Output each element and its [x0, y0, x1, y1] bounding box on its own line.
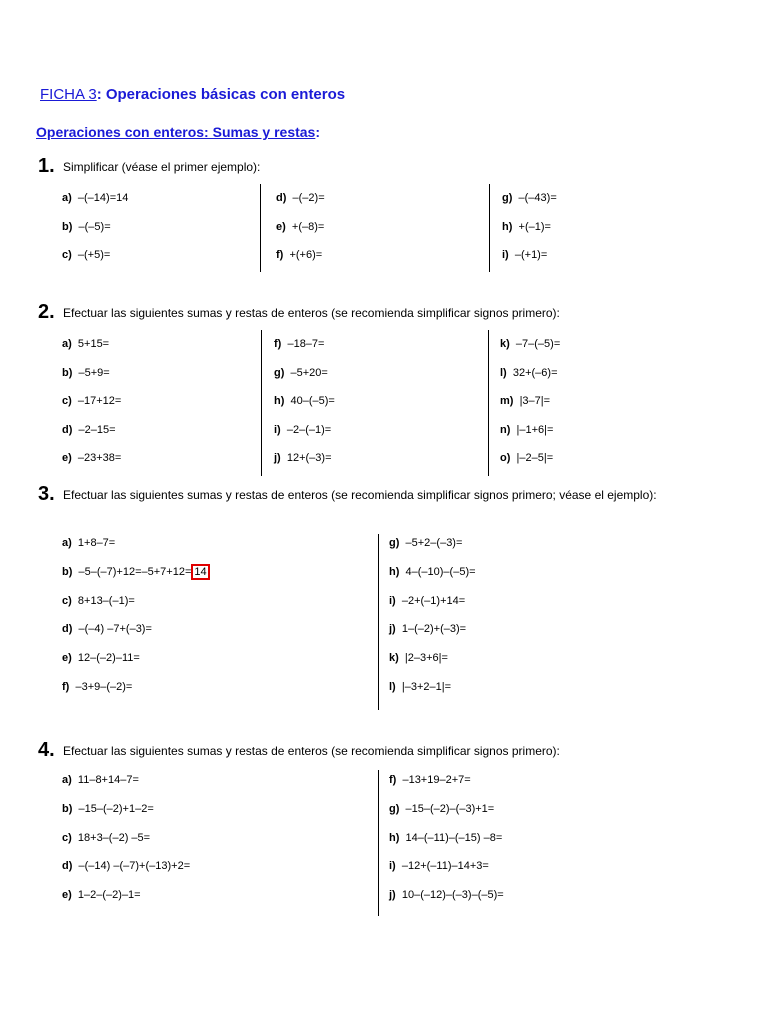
item-label: a)	[62, 192, 72, 204]
item-expression: –5+9=	[78, 366, 110, 379]
exercise-item	[502, 191, 557, 205]
item-label: i)	[389, 594, 396, 607]
item-label: m)	[500, 395, 514, 407]
exercise-number: 3.	[38, 483, 55, 505]
page-subtitle[interactable]	[36, 124, 320, 140]
item-expression: –2–15=	[78, 423, 116, 436]
item-expression: 4–(–10)–(–5)=	[405, 565, 476, 578]
item-expression: |–1+6|=	[516, 423, 554, 436]
exercise-item	[62, 423, 116, 437]
item-expression: –12+(–11)–14+3=	[401, 860, 489, 873]
item-expression: –7–(–5)=	[515, 338, 561, 350]
item-label: e)	[62, 889, 72, 902]
item-expression: –5+2–(–3)=	[405, 537, 463, 549]
item-expression: –23+38=	[77, 452, 122, 464]
exercise-item	[62, 565, 210, 579]
column-divider	[488, 330, 489, 476]
item-label: h)	[274, 395, 285, 407]
exercise-item	[62, 536, 115, 550]
exercise-item	[502, 220, 551, 234]
exercise-item	[62, 622, 152, 636]
column-divider	[378, 770, 379, 916]
exercise-item	[389, 622, 466, 636]
exercise-item	[62, 859, 190, 873]
column-divider	[260, 184, 261, 272]
exercise-item	[274, 337, 324, 351]
item-label: d)	[62, 623, 73, 636]
exercise-item	[502, 248, 547, 262]
page-title	[40, 86, 345, 103]
item-label: j)	[389, 889, 396, 902]
item-label: f)	[62, 681, 70, 693]
highlighted-answer: 14	[191, 564, 209, 580]
item-label: l)	[389, 681, 396, 693]
item-label: i)	[274, 423, 281, 436]
item-expression: –17+12=	[77, 395, 122, 407]
item-label: d)	[62, 423, 73, 436]
item-expression: 32+(–6)=	[512, 366, 558, 379]
exercise-item	[62, 337, 109, 351]
exercise-item	[500, 366, 558, 380]
exercise-item	[274, 423, 331, 437]
item-expression: –5+20=	[290, 366, 328, 379]
exercise-item	[500, 423, 553, 437]
item-label: o)	[500, 452, 511, 464]
exercise-item	[389, 651, 448, 665]
exercise-item	[62, 366, 110, 380]
exercise-item	[276, 248, 322, 262]
item-expression: –(–4) –7+(–3)=	[78, 623, 152, 636]
item-label: c)	[62, 594, 72, 607]
item-expression: |–2–5|=	[516, 452, 554, 464]
item-expression: –2+(–1)+14=	[401, 594, 466, 607]
exercise-item	[389, 831, 502, 845]
exercise-item	[62, 651, 140, 665]
exercise-item	[62, 680, 132, 694]
item-label: g)	[274, 366, 285, 379]
item-expression: –(+1)=	[514, 249, 548, 261]
item-expression: +(–1)=	[518, 220, 551, 233]
item-expression: 5+15=	[77, 338, 110, 350]
item-expression: –2–(–1)=	[286, 423, 332, 436]
item-expression: –5–(–7)+12=–5+7+12=	[78, 565, 192, 578]
item-label: i)	[389, 860, 396, 873]
exercise-item	[62, 451, 121, 465]
item-expression: 12–(–2)–11=	[77, 652, 140, 665]
exercise-item	[389, 680, 451, 694]
exercise-item	[62, 773, 139, 787]
exercise-item	[274, 394, 335, 408]
item-expression: –3+9–(–2)=	[75, 681, 133, 693]
exercise-item	[389, 888, 504, 902]
item-expression: –(–14)=14	[77, 192, 129, 204]
item-label: j)	[274, 452, 281, 464]
exercise-item	[389, 802, 494, 816]
exercise-item	[62, 831, 150, 845]
item-expression: –(–5)=	[78, 220, 111, 233]
exercise-instruction: Simplificar (véase el primer ejemplo):	[63, 160, 261, 174]
item-label: e)	[62, 452, 72, 464]
exercise-item	[274, 366, 328, 380]
item-expression: +(–8)=	[291, 220, 325, 233]
item-label: f)	[276, 249, 284, 261]
item-expression: 18+3–(–2) –5=	[77, 831, 151, 844]
item-expression: 1–(–2)+(–3)=	[401, 623, 467, 636]
exercise-item	[276, 220, 324, 234]
item-expression: 11–8+14–7=	[77, 774, 139, 786]
item-expression: 40–(–5)=	[290, 395, 335, 407]
exercise-item	[389, 773, 471, 787]
exercise-item	[500, 394, 550, 408]
item-label: b)	[62, 220, 73, 233]
exercise-item	[389, 594, 465, 608]
item-expression: –(+5)=	[77, 249, 111, 261]
column-divider	[261, 330, 262, 476]
item-label: c)	[62, 395, 72, 407]
item-label: j)	[389, 623, 396, 636]
item-label: g)	[389, 537, 400, 549]
title-text: : Operaciones básicas con enteros	[96, 86, 346, 103]
subtitle-colon: :	[315, 124, 321, 140]
item-label: a)	[62, 338, 72, 350]
exercise-item	[62, 220, 111, 234]
item-label: d)	[62, 860, 73, 873]
item-label: a)	[62, 537, 72, 549]
item-label: b)	[62, 565, 73, 578]
item-expression: 1+8–7=	[77, 537, 116, 549]
item-expression: |3–7|=	[519, 395, 551, 407]
exercise-instruction: Efectuar las siguientes sumas y restas de enteros (se recomienda simplificar signos primero):	[63, 306, 560, 320]
item-expression: –15–(–2)+1–2=	[78, 802, 154, 815]
item-label: b)	[62, 802, 73, 815]
item-expression: |2–3+6|=	[404, 652, 448, 665]
item-label: i)	[502, 249, 509, 261]
exercise-item	[62, 191, 128, 205]
item-expression: 1–2–(–2)–1=	[77, 889, 141, 902]
exercise-number: 1.	[38, 155, 55, 177]
exercise-number: 4.	[38, 739, 55, 761]
item-label: f)	[389, 774, 397, 786]
item-label: e)	[62, 652, 72, 665]
item-label: l)	[500, 366, 507, 379]
exercise-item	[62, 248, 110, 262]
item-label: h)	[389, 831, 400, 844]
exercise-item	[500, 337, 560, 351]
exercise-item	[62, 802, 154, 816]
item-label: d)	[276, 192, 287, 204]
title-link[interactable]: FICHA 3	[40, 86, 97, 103]
item-expression: –(–2)=	[292, 192, 325, 204]
item-expression: 12+(–3)=	[286, 452, 332, 464]
item-expression: –13+19–2+7=	[402, 774, 471, 786]
item-expression: –(–14) –(–7)+(–13)+2=	[78, 860, 191, 873]
exercise-item	[276, 191, 325, 205]
item-label: e)	[276, 220, 286, 233]
item-label: c)	[62, 831, 72, 844]
exercise-item	[389, 859, 489, 873]
item-label: f)	[274, 338, 282, 350]
item-label: k)	[500, 338, 510, 350]
exercise-item	[62, 394, 121, 408]
exercise-item	[62, 594, 135, 608]
exercise-item	[389, 565, 476, 579]
item-label: h)	[389, 565, 400, 578]
exercise-item	[389, 536, 462, 550]
item-expression: 10–(–12)–(–3)–(–5)=	[401, 889, 504, 902]
item-expression: |–3+2–1|=	[401, 681, 452, 693]
column-divider	[378, 534, 379, 710]
item-label: a)	[62, 774, 72, 786]
exercise-item	[274, 451, 332, 465]
item-label: g)	[502, 192, 513, 204]
item-expression: +(+6)=	[289, 249, 323, 261]
exercise-item	[62, 888, 141, 902]
exercise-number: 2.	[38, 301, 55, 323]
item-label: g)	[389, 802, 400, 815]
exercise-instruction: Efectuar las siguientes sumas y restas de enteros (se recomienda simplificar signos primero; véase el ejemplo):	[63, 488, 657, 502]
item-label: n)	[500, 423, 511, 436]
item-label: c)	[62, 249, 72, 261]
subtitle-text: Operaciones con enteros: Sumas y restas	[36, 124, 316, 140]
item-label: b)	[62, 366, 73, 379]
item-label: h)	[502, 220, 513, 233]
item-expression: 8+13–(–1)=	[77, 594, 135, 607]
column-divider	[489, 184, 490, 272]
item-expression: 14–(–11)–(–15) –8=	[405, 831, 503, 844]
exercise-item	[500, 451, 553, 465]
exercise-instruction: Efectuar las siguientes sumas y restas de enteros (se recomienda simplificar signos primero):	[63, 744, 560, 758]
item-expression: –18–7=	[287, 338, 325, 350]
item-label: k)	[389, 652, 399, 665]
item-expression: –(–43)=	[518, 192, 557, 204]
item-expression: –15–(–2)–(–3)+1=	[405, 802, 495, 815]
